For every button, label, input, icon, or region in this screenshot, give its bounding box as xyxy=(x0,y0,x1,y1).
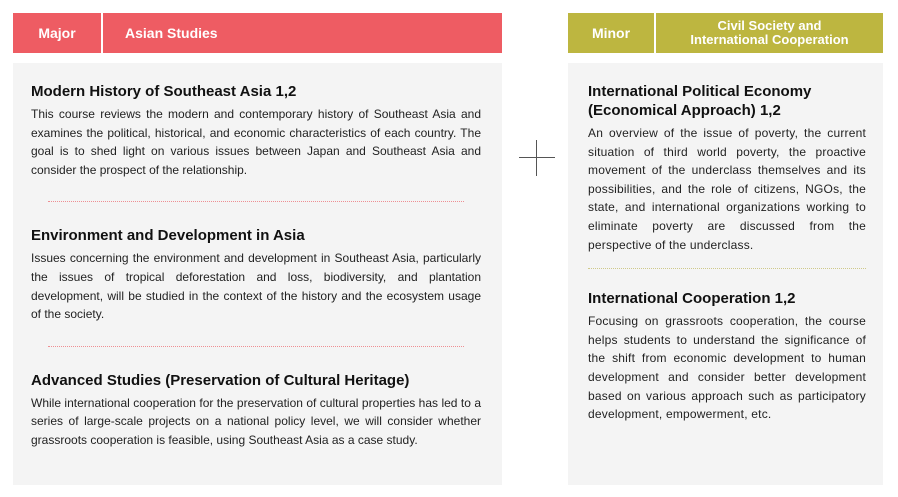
course-separator xyxy=(588,268,866,269)
course-item xyxy=(588,82,866,254)
minor-name-line2: International Cooperation xyxy=(690,32,849,47)
major-header xyxy=(13,13,502,53)
course-item xyxy=(31,226,481,323)
course-description: Issues concerning the environment and development in Southeast Asia, particularly the issues of tropical deforestation and loss, biodiversity, and plantation development, will be studied in the context of the history and the ecosystem usage of the society. xyxy=(31,251,481,322)
course-item xyxy=(31,371,481,450)
major-course-panel xyxy=(13,63,502,485)
minor-name xyxy=(656,13,883,53)
major-name: Asian Studies xyxy=(125,25,218,41)
course-title: International Political Economy (Economical Approach) 1,2 xyxy=(588,83,812,119)
course-title: Advanced Studies (Preservation of Cultural Heritage) xyxy=(31,371,410,389)
course-separator xyxy=(48,201,464,202)
minor-tag: Minor xyxy=(591,25,631,41)
course-separator xyxy=(48,346,464,347)
course-description: While international cooperation for the preservation of cultural properties has led to a series of large-scale projects on a national policy level, we will consider whether grassroots cooperation is feasible, using Southeast Asia as a case study. xyxy=(31,395,481,447)
course-description: This course reviews the modern and contemporary history of Southeast Asia and examines the political, historical, and economic characteristics of each country. The goal is to shed light on various issues between Japan and Southeast Asia and consider the prospect of the relationship. xyxy=(31,107,481,177)
minor-name-line1: Civil Society and xyxy=(717,18,822,33)
course-title: Modern History of Southeast Asia 1,2 xyxy=(31,83,297,100)
course-title: International Cooperation 1,2 xyxy=(588,290,796,308)
course-item xyxy=(31,82,481,179)
plus-icon xyxy=(519,140,555,176)
course-description: An overview of the issue of poverty, the current situation of third world poverty, the proactive movement of the underclass themselves and its possibilities, and the role of citizens, NGOs, the state, and international organizations working to eliminate poverty are discussed from the perspective of the underclass. xyxy=(588,126,866,252)
minor-header xyxy=(568,13,883,53)
minor-course-panel xyxy=(568,63,883,485)
course-item xyxy=(588,289,866,424)
course-title: Environment and Development in Asia xyxy=(31,227,305,245)
major-tag: Major xyxy=(38,25,76,41)
course-description: Focusing on grassroots cooperation, the course helps students to understand the significance of the shift from economic development to human development and consider better development based on various approach such as participatory development, empowerment, etc. xyxy=(588,314,866,422)
